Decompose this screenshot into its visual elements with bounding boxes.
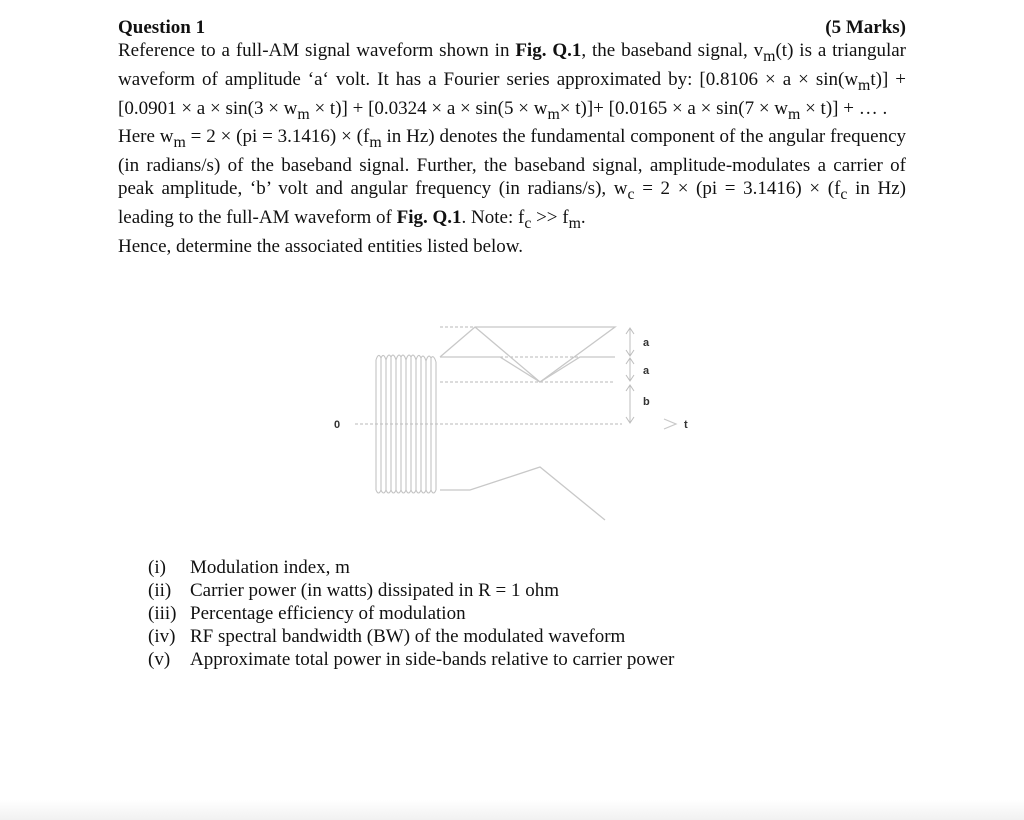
problem-paragraph-2	[118, 125, 906, 234]
p2-text-7: >> f	[531, 206, 569, 228]
reference-lines	[355, 327, 622, 424]
lower-envelope	[440, 467, 605, 520]
subscript-m: m	[369, 134, 382, 152]
p1-text-7: × t)] + … .	[800, 97, 888, 119]
label-a-mid: a	[643, 365, 650, 377]
item-text: Carrier power (in watts) dissipated in R = 1 ohm	[190, 580, 560, 601]
item-text: Modulation index, m	[190, 557, 350, 578]
marks-label: (5 Marks)	[825, 17, 906, 38]
p1-text-1: Reference to a full-AM signal waveform shown in	[118, 40, 516, 61]
p2-text-4: = 2 × (pi = 3.1416) × (f	[634, 178, 841, 200]
p1-text-2: , the baseband signal, v	[581, 40, 764, 61]
subscript-m: m	[858, 76, 871, 94]
list-item	[148, 602, 848, 625]
upper-envelope-inner	[440, 357, 615, 382]
list-item	[148, 648, 848, 671]
p1-text-6: × t)]+ [0.0165 × a × sin(7 × w	[559, 97, 789, 119]
dimension-arrows	[626, 328, 634, 423]
p2-text-8: .	[580, 206, 586, 228]
sub-question-list	[148, 556, 848, 671]
item-number: (iii)	[148, 603, 177, 624]
item-number: (ii)	[148, 580, 172, 601]
p2-text-5: in Hz) leading to the full-AM waveform of	[118, 178, 907, 228]
question-header	[118, 16, 906, 39]
subscript-m: m	[297, 105, 310, 123]
p2-text-1: Here w	[118, 126, 174, 148]
problem-paragraph-1	[118, 39, 906, 125]
item-text: Percentage efficiency of modulation	[190, 603, 466, 624]
p1-text-5: × t)] + [0.0324 × a × sin(5 × w	[309, 97, 548, 119]
subscript-m: m	[568, 214, 581, 232]
p2-text-2: = 2 × (pi = 3.1416) × (f	[185, 126, 370, 148]
list-item	[148, 556, 848, 579]
p1-text-4: t)] + [0.0901 × a × sin(3 × w	[118, 68, 906, 119]
label-origin: 0	[334, 419, 341, 431]
p2-text-6: . Note: f	[461, 206, 525, 228]
subscript-c: c	[627, 185, 635, 203]
figure-reference: Fig. Q.1	[396, 206, 462, 228]
question-document	[118, 16, 906, 258]
item-number: (i)	[148, 557, 166, 578]
label-a-top: a	[643, 337, 650, 349]
item-number: (v)	[148, 649, 171, 670]
p1-text-3: (t) is a triangular waveform of amplitude ‘a‘ volt. It has a Fourier series approximated by: [0.8106 × a × sin(w	[118, 40, 906, 90]
instruction-paragraph: Hence, determine the associated entities listed below.	[118, 235, 524, 257]
subscript-m: m	[547, 105, 560, 123]
subscript-m: m	[788, 105, 801, 123]
subscript-m: m	[173, 134, 186, 152]
p2-text-3: in Hz) denotes the fundamental component of the angular frequency (in radians/s) of the baseband signal. Further, the baseband signal, amplitude-modulates a carrier of peak amplitude, ‘b’ volt and angular frequency (in radians/s), w	[118, 126, 907, 200]
am-waveform-figure	[320, 318, 700, 528]
subscript-c: c	[524, 214, 532, 232]
list-item	[148, 579, 848, 602]
item-number: (iv)	[148, 626, 176, 647]
subscript-c: c	[840, 185, 848, 203]
page-bottom-edge	[0, 800, 1024, 820]
label-b: b	[643, 396, 650, 408]
subscript-m: m	[763, 47, 776, 65]
figure-reference: Fig. Q.1	[515, 40, 582, 61]
item-text: Approximate total power in side-bands relative to carrier power	[190, 649, 675, 670]
item-text: RF spectral bandwidth (BW) of the modulated waveform	[190, 626, 626, 647]
question-label: Question 1	[118, 17, 206, 38]
time-axis-arrowhead	[664, 419, 676, 429]
am-waveform-diagram	[320, 318, 700, 528]
label-time: t	[684, 419, 688, 431]
list-item	[148, 625, 848, 648]
